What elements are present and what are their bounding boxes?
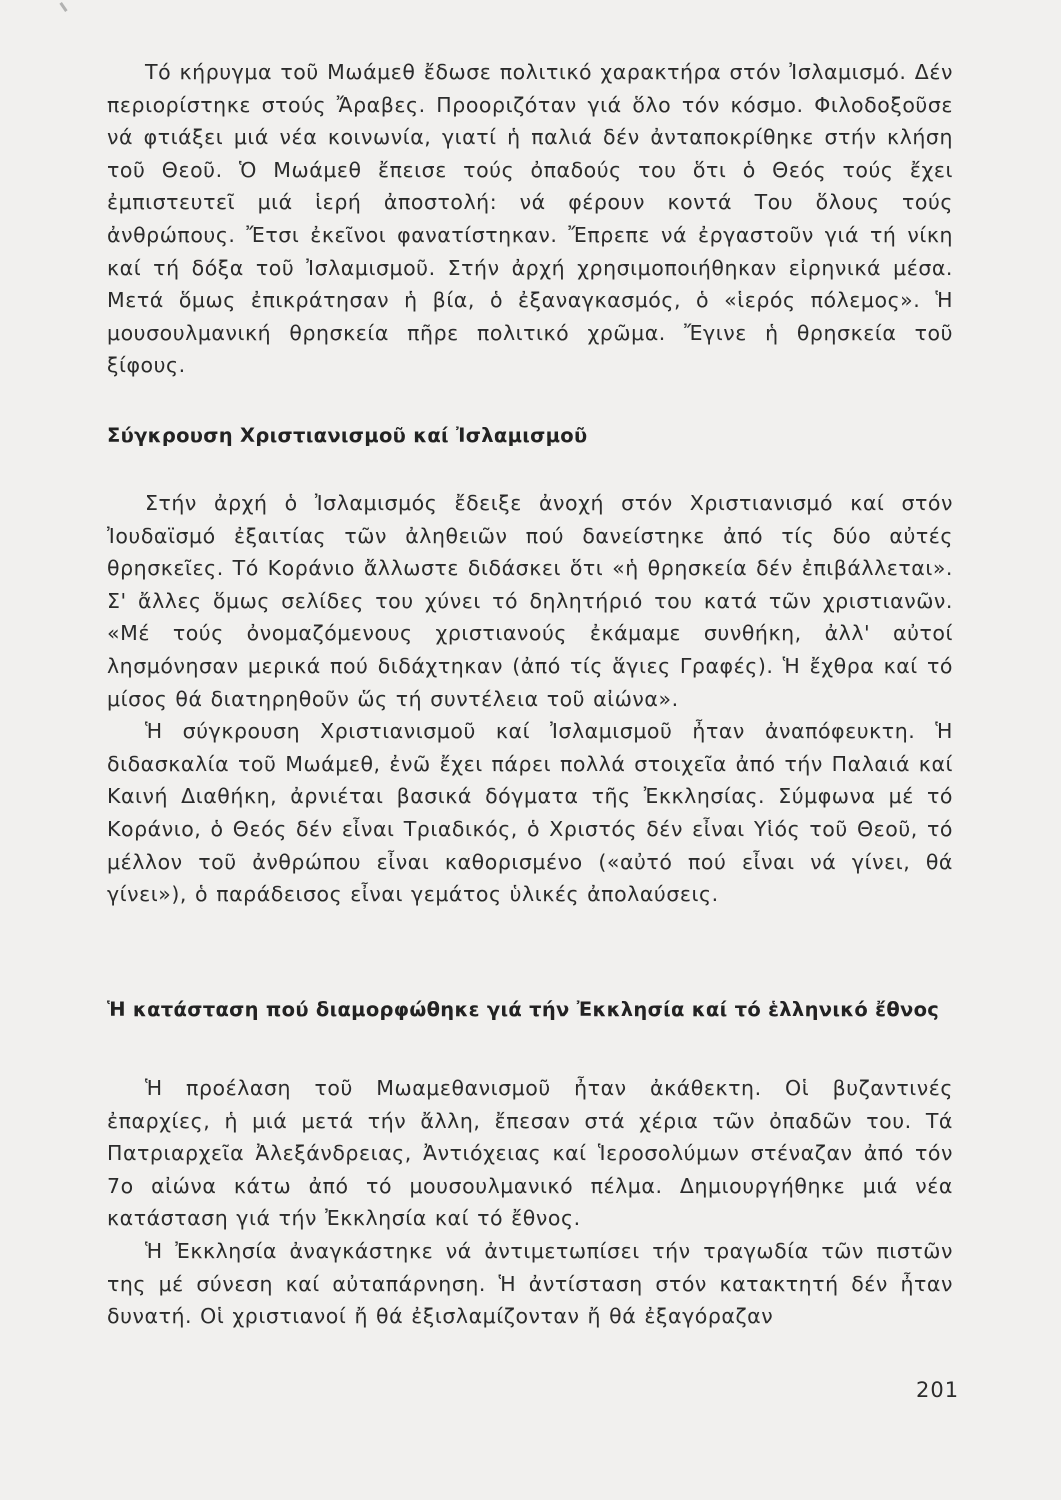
section-heading-1-wrapper [107, 420, 953, 452]
section-heading-conflict: Σύγκρουση Χριστιανισμοῦ καί Ἰσλαμισμοῦ [107, 424, 588, 447]
paragraph-inevitable-conflict: Ἡ σύγκρουση Χριστιανισμοῦ καί Ἰσλαμισμοῦ ἦταν ἀναπόφευκτη. Ἡ διδασκαλία τοῦ Μωάμεθ, ἐνῶ ἔχει πάρει πολλά στοιχεῖα ἀπό τήν Παλαιά καί Καινή Διαθήκη, ἀρνιέται βασικά δόγματα τῆς Ἐκκλησίας. Σύμφωνα μέ τό Κοράνιο, ὁ Θεός δέν εἶναι Τριαδικός, ὁ Χριστός δέν εἶναι Υἱός τοῦ Θεοῦ, τό μέλλον τοῦ ἀνθρώπου εἶναι καθορισμένο («αὐτό πού εἶναι νά γίνει, θά γίνει»), ὁ παράδεισος εἶναι γεμάτος ὑλικές ἀπολαύσεις. [107, 719, 953, 907]
opening-section [107, 56, 953, 382]
church-nation-section [107, 1072, 953, 1333]
scan-mark [59, 2, 67, 12]
paragraph-islam-political-character: Τό κήρυγμα τοῦ Μωάμεθ ἔδωσε πολιτικό χαρακτήρα στόν Ἰσλαμισμό. Δέν περιορίστηκε στούς Ἄραβες. Προοριζόταν γιά ὅλο τόν κόσμο. Φιλοδοξοῦσε νά φτιάξει μιά νέα κοινωνία, γιατί ἡ παλιά δέν ἀνταποκρίθηκε στήν κλήση τοῦ Θεοῦ. Ὁ Μωάμεθ ἔπεισε τούς ὀπαδούς του ὅτι ὁ Θεός τούς ἔχει ἐμπιστευτεῖ μιά ἱερή ἀποστολή: νά φέρουν κοντά Του ὅλους τούς ἀνθρώπους. Ἔτσι ἐκεῖνοι φανατίστηκαν. Ἔπρεπε νά ἐργαστοῦν γιά τή νίκη καί τή δόξα τοῦ Ἰσλαμισμοῦ. Στήν ἀρχή χρησιμοποιήθηκαν εἰρηνικά μέσα. Μετά ὅμως ἐπικράτησαν ἡ βία, ὁ ἐξαναγκασμός, ὁ «ἱερός πόλεμος». Ἡ μουσουλμανική θρησκεία πῆρε πολιτικό χρῶμα. Ἔγινε ἡ θρησκεία τοῦ ξίφους. [107, 60, 953, 378]
page-number: 201 [916, 1378, 960, 1402]
paragraph-church-response: Ἡ Ἐκκλησία ἀναγκάστηκε νά ἀντιμετωπίσει τήν τραγωδία τῶν πιστῶν της μέ σύνεση καί αὐταπάρνηση. Ἡ ἀντίσταση στόν κατακτητή δέν ἦταν δυνατή. Οἱ χριστιανοί ἤ θά ἐξισλαμίζονταν ἤ θά ἐξαγόραζαν [107, 1238, 953, 1329]
section-heading-church-nation: Ἡ κατάσταση πού διαμορφώθηκε γιά τήν Ἐκκλησία καί τό ἑλληνικό ἔθνος [107, 998, 940, 1021]
paragraph-initial-tolerance: Στήν ἀρχή ὁ Ἰσλαμισμός ἔδειξε ἀνοχή στόν Χριστιανισμό καί στόν Ἰουδαϊσμό ἐξαιτίας τῶν ἀληθειῶν πού δανείστηκε ἀπό τίς δύο αὐτές θρησκεῖες. Τό Κοράνιο ἄλλωστε διδάσκει ὅτι «ἡ θρησκεία δέν ἐπιβάλλεται». Σ' ἄλλες ὅμως σελίδες του χύνει τό δηλητήριό του κατά τῶν χριστιανῶν. «Μέ τούς ὀνομαζόμενους χριστιανούς ἐκάμαμε συνθήκη, ἀλλ' αὐτοί λησμόνησαν μερικά πού διδάχτηκαν (ἀπό τίς ἅγιες Γραφές). Ἡ ἔχθρα καί τό μίσος θά διατηρηθοῦν ὥς τή συντέλεια τοῦ αἰώνα». [107, 491, 953, 711]
section-heading-2-wrapper [107, 994, 953, 1026]
paragraph-advance-of-islam: Ἡ προέλαση τοῦ Μωαμεθανισμοῦ ἦταν ἀκάθεκτη. Οἱ βυζαντινές ἐπαρχίες, ἡ μιά μετά τήν ἄλλη, ἔπεσαν στά χέρια τῶν ὀπαδῶν του. Τά Πατριαρχεῖα Ἀλεξάνδρειας, Ἀντιόχειας καί Ἱεροσολύμων στέναζαν ἀπό τόν 7ο αἰώνα κάτω ἀπό τό μουσουλμανικό πέλμα. Δημιουργήθηκε μιά νέα κατάσταση γιά τήν Ἐκκλησία καί τό ἔθνος. [107, 1076, 953, 1231]
conflict-section [107, 487, 953, 911]
